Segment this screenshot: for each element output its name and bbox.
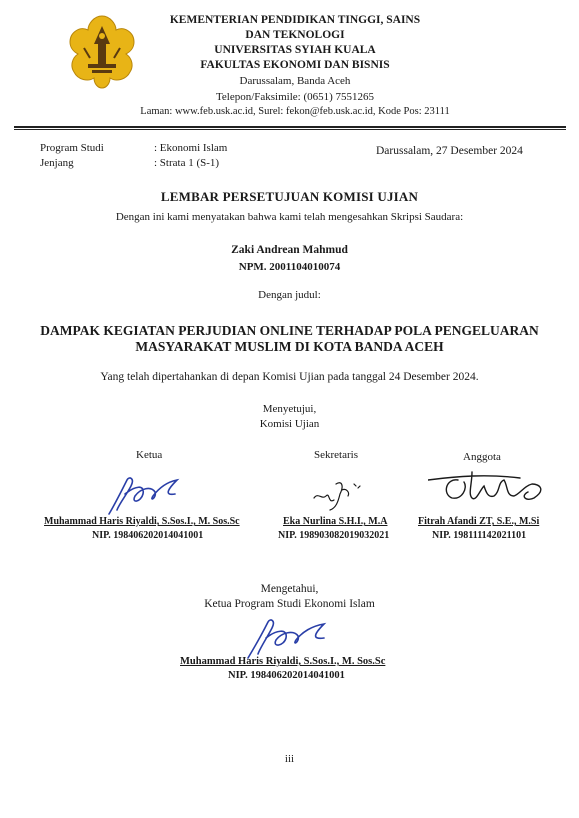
chair-name: Muhammad Haris Riyaldi, S.Sos.I., M. Sos.Sc (44, 516, 240, 527)
student-name: Zaki Andrean Mahmud (231, 244, 348, 256)
contact-line: Laman: www.feb.usk.ac.id, Surel: fekon@feb.usk.ac.id, Kode Pos: 23111 (140, 106, 450, 117)
member-nip: NIP. 198111142021101 (432, 530, 527, 541)
faculty-name: FAKULTAS EKONOMI DAN BISNIS (200, 59, 390, 71)
chair-nip: NIP. 198406202014041001 (92, 530, 204, 541)
secretary-nip: NIP. 198903082019032021 (278, 530, 390, 541)
letter-date: Darussalam, 27 Desember 2024 (376, 145, 523, 157)
thesis-title-line-1: DAMPAK KEGIATAN PERJUDIAN ONLINE TERHADAP POLA PENGELUARAN (40, 323, 539, 338)
program-label: Program Studi (40, 142, 104, 154)
thesis-title-label: Dengan judul: (258, 289, 321, 301)
university-logo (66, 14, 138, 90)
chair-signature (105, 474, 195, 518)
member-signature (428, 468, 552, 512)
phone: Telepon/Faksimile: (0651) 7551265 (215, 91, 375, 103)
acknowledged-label: Mengetahui, (260, 583, 319, 595)
chair-role: Ketua (136, 449, 163, 461)
level-label: Jenjang (40, 157, 74, 169)
level-value: : Strata 1 (S-1) (154, 157, 220, 169)
secretary-name: Eka Nurlina S.H.I., M.A (283, 516, 388, 527)
document-title: LEMBAR PERSETUJUAN KOMISI UJIAN (160, 189, 419, 204)
program-value: : Ekonomi Islam (154, 142, 228, 154)
intro-text: Dengan ini kami menyatakan bahwa kami telah mengesahkan Skripsi Saudara: (115, 211, 464, 223)
member-role: Anggota (463, 451, 501, 463)
secretary-signature (308, 476, 368, 514)
letterhead-divider (14, 126, 566, 128)
university-name: UNIVERSITAS SYIAH KUALA (214, 44, 376, 56)
program-head-title: Ketua Program Studi Ekonomi Islam (204, 598, 375, 610)
member-name: Fitrah Afandi ZT, S.E., M.Si (418, 516, 540, 527)
thesis-title-line-2: MASYARAKAT MUSLIM DI KOTA BANDA ACEH (135, 339, 444, 354)
approved-label: Menyetujui, (262, 403, 317, 415)
letterhead-divider-thin (14, 129, 566, 130)
student-npm: NPM. 2001104010074 (238, 261, 341, 273)
program-head-nip: NIP. 198406202014041001 (228, 670, 345, 681)
secretary-role: Sekretaris (314, 449, 358, 461)
page-number: iii (284, 753, 295, 765)
program-head-name: Muhammad Haris Riyaldi, S.Sos.I., M. Sos.Sc (180, 656, 386, 667)
ministry-name: KEMENTERIAN PENDIDIKAN TINGGI, SAINS (169, 14, 421, 26)
committee-label: Komisi Ujian (259, 418, 320, 430)
defense-statement: Yang telah dipertahankan di depan Komisi Ujian pada tanggal 24 Desember 2024. (100, 371, 479, 383)
address: Darussalam, Banda Aceh (239, 75, 351, 87)
ministry-name-2: DAN TEKNOLOGI (245, 29, 345, 41)
